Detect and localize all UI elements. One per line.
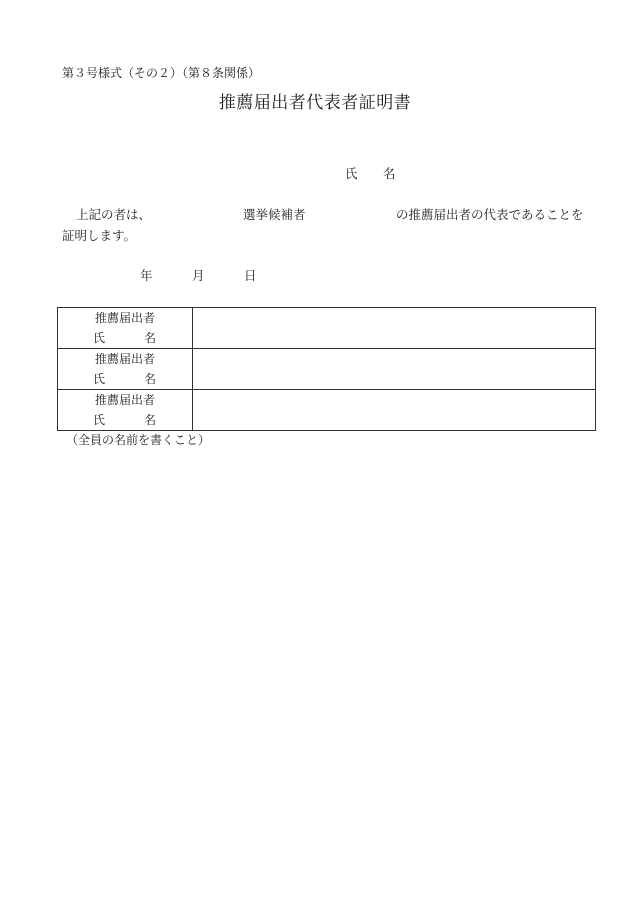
representatives-table bbox=[57, 307, 596, 431]
row-label-name-char-1: 氏 bbox=[93, 372, 106, 386]
row-label-title: 推薦届出者 bbox=[94, 393, 155, 407]
row-label-name-char-2: 名 bbox=[144, 413, 157, 427]
table-row bbox=[58, 349, 596, 390]
certification-text-subject: 上記の者は、 bbox=[76, 207, 152, 222]
row-label-name bbox=[58, 328, 192, 348]
certification-text-line-2: 証明します。 bbox=[62, 228, 137, 243]
row-label-title: 推薦届出者 bbox=[94, 352, 155, 366]
name-label bbox=[345, 168, 396, 181]
row-label-name-char-1: 氏 bbox=[93, 331, 106, 345]
row-value-cell[interactable] bbox=[193, 349, 596, 390]
table-row bbox=[58, 390, 596, 431]
row-value-cell[interactable] bbox=[193, 308, 596, 349]
table-note: （全員の名前を書くこと） bbox=[66, 433, 211, 447]
row-label-name-char-2: 名 bbox=[144, 331, 157, 345]
name-label-char-1: 氏 bbox=[345, 166, 358, 181]
table-row bbox=[58, 308, 596, 349]
date-year-label: 年 bbox=[140, 268, 153, 283]
row-value-cell[interactable] bbox=[193, 390, 596, 431]
date-month-label: 月 bbox=[192, 268, 205, 283]
row-label-name bbox=[58, 410, 192, 430]
row-label-name-char-2: 名 bbox=[144, 372, 157, 386]
form-number: 第３号様式（その２）（第８条関係） bbox=[62, 66, 261, 80]
row-label-title: 推薦届出者 bbox=[94, 311, 155, 325]
certification-text-line-1 bbox=[62, 209, 592, 225]
row-label-name-char-1: 氏 bbox=[93, 413, 106, 427]
certification-text-statement: の推薦届出者の代表であることを bbox=[396, 207, 584, 222]
row-label-name bbox=[58, 369, 192, 389]
certification-text-election: 選挙候補者 bbox=[243, 207, 306, 222]
row-label-cell bbox=[58, 390, 193, 431]
row-label-cell bbox=[58, 308, 193, 349]
date-line bbox=[140, 270, 270, 286]
date-day-label: 日 bbox=[244, 268, 257, 283]
document-title: 推薦届出者代表者証明書 bbox=[218, 93, 412, 113]
row-label-cell bbox=[58, 349, 193, 390]
name-label-char-2: 名 bbox=[383, 166, 396, 181]
